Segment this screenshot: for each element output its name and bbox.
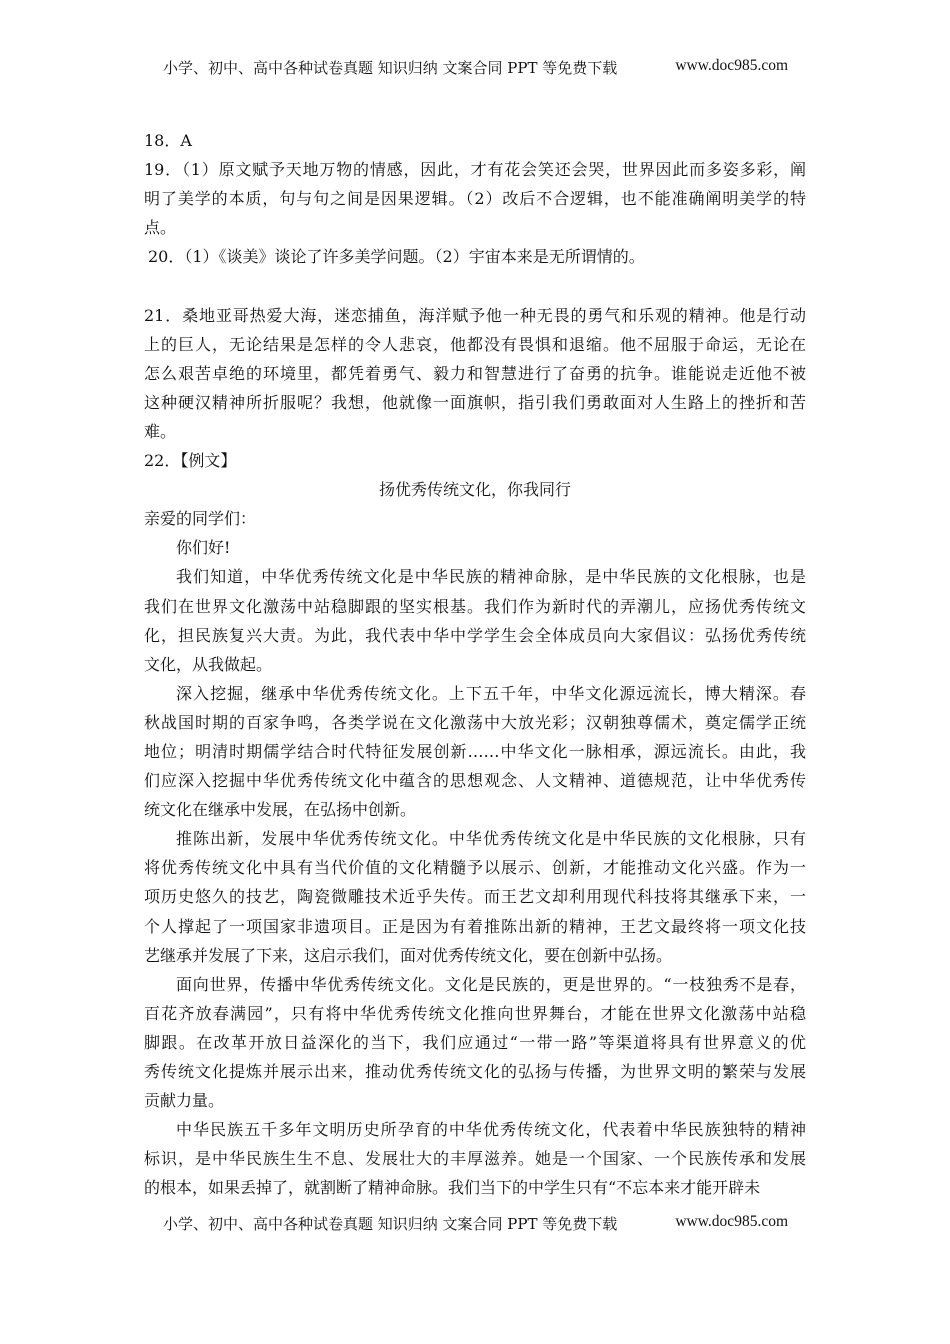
text-line: 标识，是中华民族生生不息、发展壮大的丰厚滋养。她是一个国家、一个民族传承和发展 <box>144 1149 806 1169</box>
text-line: 面向世界，传播中华优秀传统文化。文化是民族的，更是世界的。“一枝独秀不是春， <box>176 974 806 994</box>
footer-text: 小学、初中、高中各种试卷真题 知识归纳 文案合同 PPT 等免费下载 <box>163 1215 618 1233</box>
text-line: 个人撑起了一项国家非遗项目。正是因为有着推陈出新的精神，王艺文最终将一项文化技 <box>144 916 806 936</box>
text-line: 文化，从我做起。 <box>144 654 273 674</box>
text-line: 将优秀传统文化中具有当代价值的文化精髓予以展示、创新，才能推动文化兴盛。作为一 <box>144 858 806 878</box>
text-line: 22．【例文】 <box>144 451 237 471</box>
text-line: 贡献力量。 <box>144 1091 225 1111</box>
text-line: 的根本，如果丢掉了，就割断了精神命脉。我们当下的中学生只有“不忘本来才能开辟未 <box>144 1178 761 1198</box>
text-line: 推陈出新，发展中华优秀传统文化。中华优秀传统文化是中华民族的文化根脉，只有 <box>176 829 806 849</box>
text-line: 项历史悠久的技艺，陶瓷微雕技术近乎失传。而王艺文却利用现代科技将其继承下来，一 <box>144 887 806 907</box>
paragraph-essay-p4 <box>144 970 806 1115</box>
paragraph-salutation <box>144 504 806 533</box>
paragraph-answer-22 <box>144 446 806 475</box>
paragraph-essay-p2 <box>144 679 806 824</box>
paragraph-answer-21 <box>144 301 806 446</box>
paragraph-essay-p3 <box>144 824 806 969</box>
text-line: 中华民族五千多年文明历史所孕育的中华优秀传统文化，代表着中华民族独特的精神 <box>176 1120 806 1140</box>
text-line: 怎么艰苦卓绝的环境里，都凭着勇气、毅力和智慧进行了奋勇的抗争。谁能说走近他不被 <box>144 363 806 383</box>
text-line: 你们好! <box>176 538 231 558</box>
blank-line <box>144 271 806 300</box>
text-line: 我们知道，中华优秀传统文化是中华民族的精神命脉，是中华民族的文化根脉，也是 <box>176 567 806 587</box>
text-line: 百花齐放春满园”，只有将中华优秀传统文化推向世界舞台，才能在世界文化激荡中站稳 <box>144 1003 806 1023</box>
text-line: 18．A <box>144 131 192 150</box>
text-line: 们应深入挖掘中华优秀传统文化中蕴含的思想观念、人文精神、道德规范，让中华优秀传 <box>144 771 806 791</box>
text-line: 这种硬汉精神所折服呢？我想，他就像一面旗帜，指引我们勇敢面对人生路上的挫折和苦 <box>144 392 806 412</box>
header-url: www.doc985.com <box>675 57 788 74</box>
text-line: 秋战国时期的百家争鸣，各类学说在文化激荡中大放光彩；汉朝独尊儒术，奠定儒学正统 <box>144 712 806 732</box>
header-text: 小学、初中、高中各种试卷真题 知识归纳 文案合同 PPT 等免费下载 <box>163 59 618 77</box>
text-line: 扬优秀传统文化，你我同行 <box>378 480 571 500</box>
page-footer <box>163 1213 788 1234</box>
text-line: 上的巨人，无论结果是怎样的令人悲哀，他都没有畏惧和退缩。他不屈服于命运，无论在 <box>144 334 806 354</box>
text-line: 19．（1）原文赋予天地万物的情感，因此，才有花会笑还会哭，世界因此而多姿多彩，阐 <box>144 160 806 180</box>
page-header <box>163 57 788 78</box>
paragraph-essay-p1 <box>144 562 806 678</box>
text-line: 亲爱的同学们： <box>144 509 257 529</box>
text-line: 地位；明清时期儒学结合时代特征发展创新……中华文化一脉相承，源远流长。由此，我 <box>144 741 806 761</box>
text-line: 21．桑地亚哥热爱大海，迷恋捕鱼，海洋赋予他一种无畏的勇气和乐观的精神。他是行动 <box>144 305 806 325</box>
text-line: 脚跟。在改革开放日益深化的当下，我们应通过“一带一路”等渠道将具有世界意义的优 <box>144 1032 806 1052</box>
text-line <box>144 271 806 300</box>
paragraph-greeting <box>144 533 806 562</box>
text-line: 深入挖掘，继承中华优秀传统文化。上下五千年，中华文化源远流长，博大精深。春 <box>176 683 806 703</box>
text-line: 20．（1）《谈美》谈论了许多美学问题。（2）宇宙本来是无所谓情的。 <box>148 247 645 267</box>
footer-url: www.doc985.com <box>675 1213 788 1230</box>
text-line: 明了美学的本质，句与句之间是因果逻辑。（2）改后不合逻辑，也不能准确阐明美学的特 <box>144 189 806 209</box>
text-line: 难。 <box>144 421 177 441</box>
paragraph-essay-p5 <box>144 1115 806 1202</box>
text-line: 统文化在继承中发展，在弘扬中创新。 <box>144 800 417 820</box>
text-line: 秀传统文化提炼并展示出来，推动优秀传统文化的弘扬与传播，为世界文明的繁荣与发展 <box>144 1062 806 1081</box>
text-line: 艺继承并发展了下来，这启示我们，面对优秀传统文化，要在创新中弘扬。 <box>144 945 673 965</box>
text-line: 我们在世界文化激荡中站稳脚跟的坚实根基。我们作为新时代的弄潮儿，应扬优秀传统文 <box>144 596 806 616</box>
text-line: 点。 <box>144 218 177 238</box>
paragraph-answer-19 <box>144 155 806 242</box>
paragraph-answer-18 <box>144 126 806 155</box>
document-body <box>144 126 806 1202</box>
text-line: 化，担民族复兴大责。为此，我代表中华中学学生会全体成员向大家倡议：弘扬优秀传统 <box>144 625 806 645</box>
paragraph-answer-20 <box>144 242 806 271</box>
paragraph-essay-title <box>144 475 806 504</box>
